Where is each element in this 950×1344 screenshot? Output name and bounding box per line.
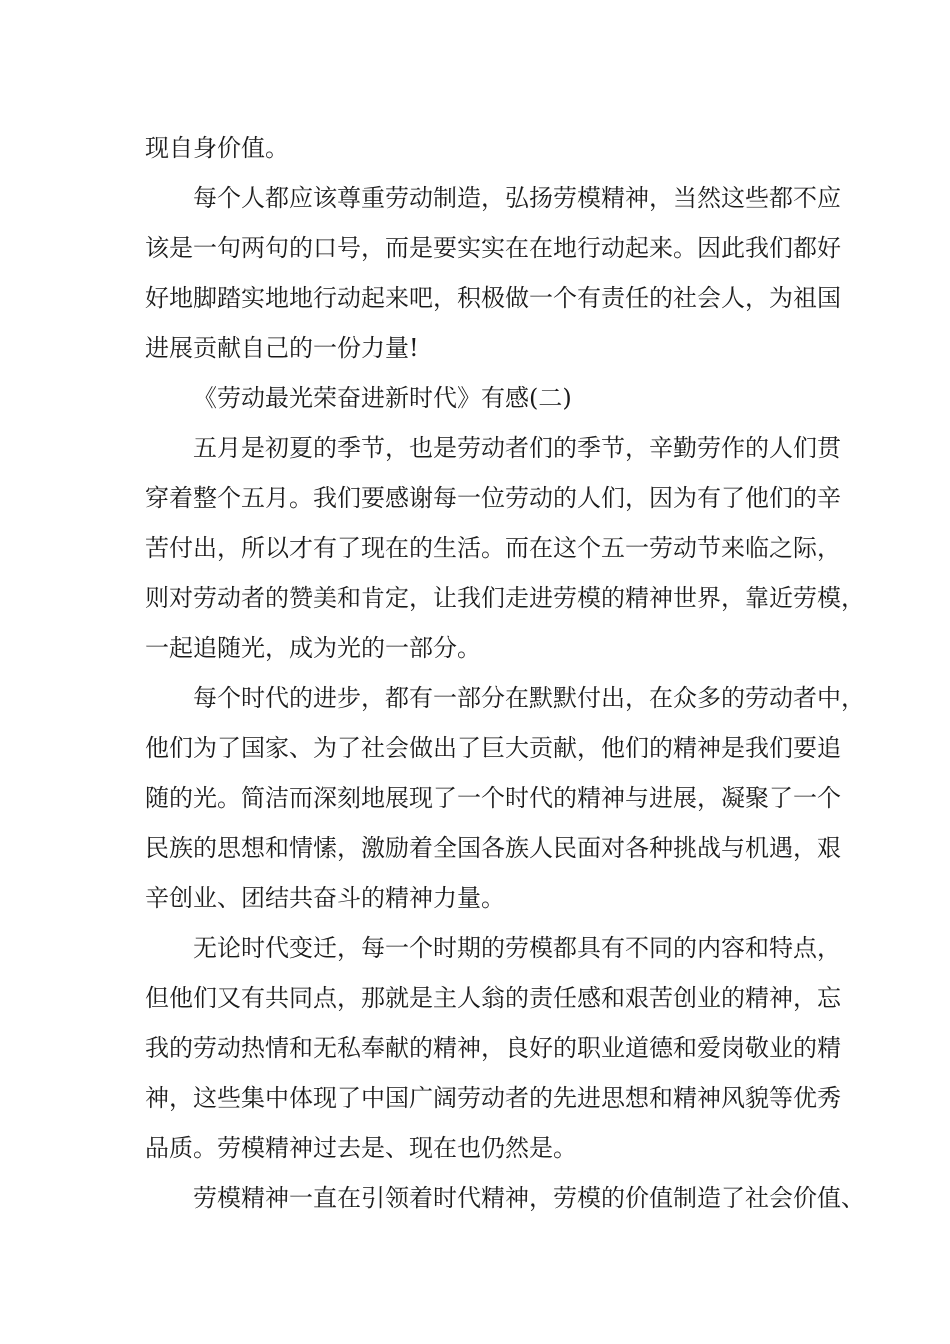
paragraph-line: 穿着整个五月。我们要感谢每一位劳动的人们，因为有了他们的辛 — [145, 484, 841, 512]
paragraph-line: 每个人都应该尊重劳动制造，弘扬劳模精神，当然这些都不应 — [193, 184, 841, 212]
paragraph-line: 该是一句两句的口号，而是要实实在在地行动起来。因此我们都好 — [145, 234, 841, 262]
paragraph-line: 则对劳动者的赞美和肯定，让我们走进劳模的精神世界，靠近劳模， — [145, 584, 865, 612]
paragraph-line: 现自身价值。 — [145, 134, 289, 162]
paragraph-line: 无论时代变迁，每一个时期的劳模都具有不同的内容和特点， — [193, 934, 841, 962]
paragraph-line: 五月是初夏的季节，也是劳动者们的季节，辛勤劳作的人们贯 — [193, 434, 841, 462]
section-title: 《劳动最光荣奋进新时代》有感(二) — [193, 384, 572, 412]
paragraph-line: 但他们又有共同点，那就是主人翁的责任感和艰苦创业的精神，忘 — [145, 984, 841, 1012]
paragraph-line: 进展贡献自己的一份力量! — [145, 334, 419, 362]
paragraph-line: 一起追随光，成为光的一部分。 — [145, 634, 481, 662]
paragraph-line: 随的光。简洁而深刻地展现了一个时代的精神与进展，凝聚了一个 — [145, 784, 841, 812]
paragraph-line: 苦付出，所以才有了现在的生活。而在这个五一劳动节来临之际， — [145, 534, 841, 562]
paragraph-line: 神，这些集中体现了中国广阔劳动者的先进思想和精神风貌等优秀 — [145, 1084, 841, 1112]
paragraph-line: 他们为了国家、为了社会做出了巨大贡献，他们的精神是我们要追 — [145, 734, 841, 762]
paragraph-line: 我的劳动热情和无私奉献的精神，良好的职业道德和爱岗敬业的精 — [145, 1034, 841, 1062]
paragraph-line: 好地脚踏实地地行动起来吧，积极做一个有责任的社会人，为祖国 — [145, 284, 841, 312]
paragraph-line: 品质。劳模精神过去是、现在也仍然是。 — [145, 1134, 577, 1162]
paragraph-line: 劳模精神一直在引领着时代精神，劳模的价值制造了社会价值、 — [193, 1184, 865, 1212]
paragraph-line: 每个时代的进步，都有一部分在默默付出，在众多的劳动者中， — [193, 684, 865, 712]
paragraph-line: 辛创业、团结共奋斗的精神力量。 — [145, 884, 505, 912]
paragraph-line: 民族的思想和情愫，激励着全国各族人民面对各种挑战与机遇，艰 — [145, 834, 841, 862]
